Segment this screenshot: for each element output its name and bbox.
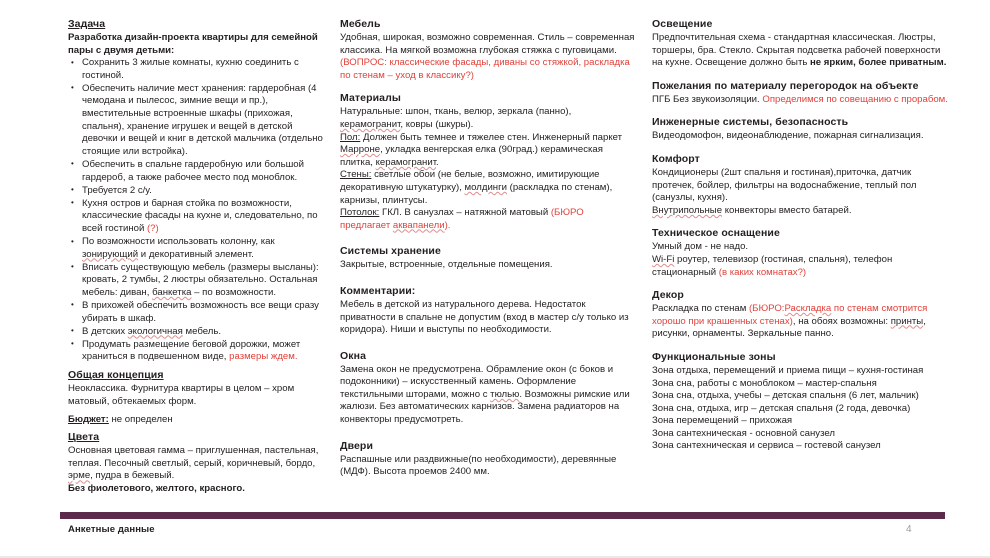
furniture-question-highlight: (ВОПРОС: классические фасады, диваны со стяжкой, раскладка по стенам – уход в классику?) (340, 57, 630, 81)
heading-comments: Комментарии: (340, 284, 416, 297)
task-bullet-list (68, 57, 330, 364)
zone-item: Зона сна, отдыха, учебы – детская спальня (6 лет, мальчик) (652, 390, 919, 402)
furniture-text (340, 32, 636, 82)
spellcheck-word: Марроне (340, 144, 381, 156)
floor-label: Пол: (340, 131, 361, 143)
lighting-body: Предпочтительная схема - стандартная классическая. Люстры, торшеры, бра. Стекло. Скрытая подсветка рабочей поверхности на кухне. Освещение должно быть (652, 32, 941, 69)
heading-partitions: Пожелания по материалу перегородок на объекте (652, 79, 919, 92)
spellcheck-word: керамогранит (375, 156, 437, 168)
comments-text: Мебель в детской из натурального дерева. Недостаток приватности в спальне не допустим (вход в мастер с/у только из коридора). Ниши и выступы по необходимости. (340, 298, 629, 336)
spellcheck-word: аквапанели (392, 219, 445, 231)
heading-tech: Техническое оснащение (652, 227, 780, 240)
column-task (0, 18, 340, 496)
zone-item: Зона перемещений – прихожая (652, 415, 793, 427)
ceiling-text (340, 207, 636, 232)
lighting-text (652, 32, 948, 70)
list-item: • Сохранить 3 жилые комнаты, кухню соединить с гостиной. (68, 57, 330, 82)
list-item: • Вписать существующую мебель (размеры высланы): кровать, 2 тумбы, 2 люстры обязательно. Остальная мебель: диван, банкетка – по возможности. (68, 262, 330, 300)
spellcheck-word: банкетка (152, 286, 192, 298)
colors-exclusions: Без фиолетового, желтого, красного. (68, 483, 245, 494)
heading-colors: Цвета (68, 431, 100, 444)
heading-zones: Функциональные зоны (652, 350, 776, 363)
storage-text: Закрытые, встроенные, отдельные помещения. (340, 259, 553, 271)
spellcheck-word: керамогранит (340, 118, 401, 130)
ceiling-label: Потолок: (340, 207, 380, 219)
heading-storage: Системы хранение (340, 245, 441, 258)
spellcheck-word: тюлью (490, 388, 520, 400)
floor-text: Пол: Должен быть темнее и тяжелее стен. Инженерный паркет Марроне, укладка венгерская елка (90град.) керамическая плитка, керамогранит. (340, 131, 623, 168)
heading-decor: Декор (652, 289, 684, 302)
task-bullet5-highlight: (?) (146, 222, 159, 234)
list-item: • Обеспечить в спальне гардеробную или большой гардероб, а также рабочее место под моноблок. (68, 159, 330, 184)
heading-windows: Окна (340, 349, 367, 362)
footer-accent-bar (60, 512, 945, 519)
heading-doors: Двери (340, 439, 374, 452)
list-item: • Требуется 2 с/у. (68, 185, 330, 198)
materials-text: Натуральные: шпон, ткань, велюр, зеркала (панно), керамогранит, ковры (шкуры). (340, 106, 572, 130)
comfort-text: Кондиционеры (2шт спальня и гостиная),приточка, датчик протечек, бойлер, фильтры на водоснабжение, теплый пол (санузлы, кухня). (652, 166, 917, 204)
zone-item: Зона отдыха, перемещений и приема пищи – кухня-гостиная (652, 364, 924, 376)
list-item: • По возможности использовать колонну, как зонирующий и декоративный элемент. (68, 236, 330, 261)
colors-text: Основная цветовая гамма – приглушенная, пастельная, теплая. Песочный светлый, серый, коричневый, бордо, эрме, пудра в бежевый. (68, 445, 319, 482)
tech-text-2: Wi-Fi роутер, телевизор (гостиная, спальня), телефон стационарный (в каких комнатах?) (652, 253, 893, 278)
list-item: • В детских экологичная мебель. (68, 326, 330, 339)
zone-item: Зона сантехническая - основной санузел (652, 427, 835, 439)
zone-item: Зона сантехническая и сервиса – гостевой санузел (652, 440, 881, 452)
partitions-body: ПГБ Без звукоизоляции. (652, 93, 763, 105)
task-intro: Разработка дизайн-проекта квартиры для семейной пары с двумя детьми: (68, 32, 318, 56)
partitions-highlight: Определимся по совещанию с прорабом. (762, 93, 948, 105)
windows-text: Замена окон не предусмотрена. Обрамление окон (с боков и подоконники) – искусственный камень. Оформление текстильными шторами, можно с тюлью. Возможны римские или жалюзи. Без автоматических карнизов. Замена радиаторов на конвекторы предусмотреть. (340, 363, 630, 426)
furniture-body: Удобная, широкая, возможно современная. Стиль – современная классика. На мягкой возможна глубокая стяжка с пуговицами. (340, 32, 635, 56)
spellcheck-word: молдинги (464, 181, 507, 193)
list-item: • Кухня остров и барная стойка по возможности, классические фасады на кухне и, следовательно, по всей гостиной (?) (68, 198, 330, 236)
decor-highlight: (БЮРО:Раскладка по стенам смотрится хорошо при крашенных стенах) (652, 303, 928, 327)
decor-body-1: Раскладка по стенам (652, 303, 749, 315)
zone-item: Зона сна, отдыха, игр – детская спальня (2 года, девочка) (652, 402, 911, 414)
ceiling-body: ГКЛ. В санузлах – натяжной матовый (379, 207, 551, 219)
heading-task: Задача (68, 18, 106, 30)
heading-furniture: Мебель (340, 18, 381, 30)
comfort-text-2: Внутрипольные конвекторы вместо батарей. (652, 204, 852, 216)
page-number: 4 (906, 524, 912, 535)
heading-comfort: Комфорт (652, 152, 700, 165)
walls-text: Стены: светлые обои (не белые, возможно, имитирующие декоративную штукатурку), молдинги (раскладка по стенам), карнизы, плинтусы. (340, 169, 613, 206)
heading-concept: Общая концепция (68, 369, 164, 382)
column-engineering (648, 18, 990, 453)
budget-label: Бюджет: (68, 413, 109, 425)
spellcheck-word: Wi-Fi (652, 253, 675, 265)
spellcheck-word: экологичная (127, 325, 183, 337)
content-columns (0, 18, 990, 496)
heading-materials: Материалы (340, 92, 401, 105)
spellcheck-word: эрме (68, 470, 91, 482)
spellcheck-word: принты (890, 315, 924, 327)
budget-row (68, 414, 330, 427)
column-materials (340, 18, 648, 479)
spellcheck-word: Раскладка (784, 303, 832, 315)
list-item: • Продумать размещение беговой дорожки, может храниться в подвешенном виде, размеры ждем. (68, 339, 330, 364)
list-item: • Обеспечить наличие мест хранения: гардеробная (4 чемодана и пылесос, зимние вещи и пр.), вместительные встроенные шкафы (прихожая, спальня), хранение игрушек и вещей в детской девочки и вещей и книг в детской мальчика (отдельно стоящие или встройка). (68, 83, 330, 159)
decor-text: Раскладка по стенам (БЮРО:Раскладка по стенам смотрится хорошо при крашенных стенах), на обоях возможны: принты, рисунки, орнаменты. Зеркальные панно. (652, 303, 928, 340)
spellcheck-word: Внутрипольные (652, 204, 723, 216)
tech-highlight: (в каких комнатах?) (718, 266, 807, 278)
ceiling-highlight: (БЮРО предлагает аквапанели). (340, 207, 584, 231)
tech-text-1: Умный дом - не надо. (652, 241, 749, 253)
walls-label: Стены: (340, 169, 372, 181)
doors-text: Распашные или раздвижные(по необходимости), деревянные (МДФ). Высота проемов 2400 мм. (340, 453, 617, 478)
engineering-text: Видеодомофон, видеонаблюдение, пожарная сигнализация. (652, 130, 924, 142)
heading-lighting: Освещение (652, 18, 713, 30)
budget-value: не определен (108, 413, 173, 425)
footer-title: Анкетные данные (68, 524, 155, 535)
list-item: • В прихожей обеспечить возможность все вещи сразу убирать в шкаф. (68, 300, 330, 325)
task-bullet10-highlight: размеры ждем. (229, 351, 298, 363)
concept-text: Неоклассика. Фурнитура квартиры в целом – хром матовый, обтекаемых форм. (68, 383, 295, 408)
lighting-emphasis: не ярким, более приватным. (810, 57, 947, 69)
partitions-text (652, 94, 948, 107)
heading-engineering: Инженерные системы, безопасность (652, 116, 849, 129)
spellcheck-word: зонирующий (82, 248, 139, 260)
zone-item: Зона сна, работы с моноблоком – мастер-спальня (652, 377, 877, 389)
